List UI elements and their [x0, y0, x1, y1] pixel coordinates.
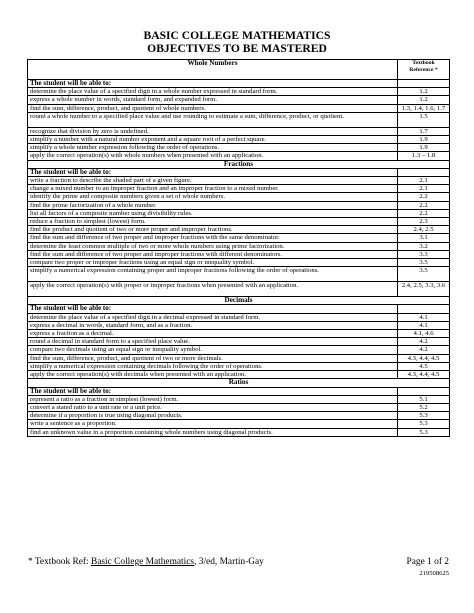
objective-text: express a fraction as a decimal.: [28, 330, 398, 338]
footer-edition: , 3/ed, Martin-Gay: [194, 557, 264, 567]
objective-row: [28, 193, 450, 201]
document-id: 219508625: [419, 570, 449, 577]
objective-reference: 2.1: [398, 177, 450, 185]
objective-reference: 4.1, 4.6: [398, 330, 450, 338]
objective-text: express a decimal in words, standard form, and as a fraction.: [28, 321, 398, 329]
objective-reference: 4.5: [398, 362, 450, 370]
objective-row: [28, 127, 450, 135]
objective-text: find the sum, difference, product, and quotient of whole numbers.: [28, 104, 398, 112]
objective-row: [28, 330, 450, 338]
section-lead-row: [28, 168, 450, 176]
objective-row: [28, 209, 450, 217]
section-title: Ratios: [28, 379, 450, 387]
objective-row: [28, 144, 450, 152]
objective-reference: 1.3, 1.4, 1.6, 1.7: [398, 104, 450, 112]
objective-text: determine the least common multiple of two or more whole numbers using prime factorization.: [28, 242, 398, 250]
objective-row: [28, 395, 450, 403]
objective-reference: 4.2: [398, 346, 450, 354]
objective-row: [28, 412, 450, 420]
objective-reference: 4.1: [398, 313, 450, 321]
objective-reference: 3.3: [398, 250, 450, 258]
section-lead-ref: [398, 80, 450, 88]
section-title-row: [28, 379, 450, 387]
objective-row: [28, 403, 450, 411]
objective-text: list all factors of a composite number using divisibility rules.: [28, 209, 398, 217]
table-header-row: [28, 60, 450, 80]
section-lead-text: The student will be able to:: [28, 80, 398, 88]
section-title: Fractions: [28, 160, 450, 168]
objective-row: [28, 354, 450, 362]
section-title: Decimals: [28, 297, 450, 305]
objective-text: write a fraction to describe the shaded part of a given figure.: [28, 177, 398, 185]
objective-reference: 5.1: [398, 395, 450, 403]
objective-reference: 5.3: [398, 428, 450, 436]
objective-row: [28, 321, 450, 329]
header-ref-line-2: Reference *: [409, 66, 438, 73]
objective-row: [28, 259, 450, 267]
objective-row: [28, 420, 450, 428]
objective-row: [28, 104, 450, 112]
objective-reference: 5.3: [398, 412, 450, 420]
objective-row: [28, 112, 450, 127]
objective-text: simplify a whole number expression following the order of operations.: [28, 144, 398, 152]
section-lead-row: [28, 80, 450, 88]
objective-text: find an unknown value in a proportion containing whole numbers using diagonal products.: [28, 428, 398, 436]
objective-reference: 2.4, 2.5: [398, 226, 450, 234]
objective-row: [28, 88, 450, 96]
objective-text: find the product and quotient of two or more proper and improper fractions.: [28, 226, 398, 234]
objective-row: [28, 282, 450, 297]
objective-reference: 2.4, 2.5, 3.3, 3.6: [398, 282, 450, 297]
objective-row: [28, 234, 450, 242]
document-title-line-2: OBJECTIVES TO BE MASTERED: [147, 42, 327, 55]
objective-text: recognize that division by zero is undefined.: [28, 127, 398, 135]
section-lead-text: The student will be able to:: [28, 387, 398, 395]
section-lead-ref: [398, 305, 450, 313]
objective-row: [28, 218, 450, 226]
objective-reference: 2.2: [398, 201, 450, 209]
section-lead-ref: [398, 168, 450, 176]
objective-text: determine if a proportion is true using diagonal products.: [28, 412, 398, 420]
objective-reference: 1.3 – 1.8: [398, 152, 450, 160]
objective-row: [28, 136, 450, 144]
objective-reference: 4.3, 4.4, 4.5: [398, 354, 450, 362]
header-ref-line-1: Textbook: [412, 60, 435, 66]
objective-row: [28, 346, 450, 354]
objective-text: round a decimal in standard form to a specified place value.: [28, 338, 398, 346]
document-title-line-1: BASIC COLLEGE MATHEMATICS: [143, 29, 331, 42]
objective-text: find the sum and difference of two proper and improper fractions with different denominators.: [28, 250, 398, 258]
objective-reference: 5.3: [398, 420, 450, 428]
section-lead-row: [28, 387, 450, 395]
objective-row: [28, 250, 450, 258]
objective-reference: 5.2: [398, 403, 450, 411]
objective-row: [28, 362, 450, 370]
objective-reference: 1.2: [398, 96, 450, 104]
page-number: Page 1 of 2: [406, 557, 449, 567]
objective-reference: 1.7: [398, 127, 450, 135]
objective-text: express a whole number in words, standard form, and expanded form.: [28, 96, 398, 104]
section-lead-text: The student will be able to:: [28, 168, 398, 176]
objective-reference: 1.5: [398, 112, 450, 127]
objective-text: determine the place value of a specified digit in a decimal expressed in standard form.: [28, 313, 398, 321]
section-lead-row: [28, 305, 450, 313]
objective-row: [28, 226, 450, 234]
objective-text: reduce a fraction to simplest (lowest) form.: [28, 218, 398, 226]
objective-reference: 3.5: [398, 267, 450, 282]
objective-row: [28, 177, 450, 185]
objective-text: compare two proper or improper fractions using an equal sign or inequality symbol.: [28, 259, 398, 267]
footer-textbook-citation: [28, 557, 264, 567]
objective-reference: 2.1: [398, 185, 450, 193]
objective-row: [28, 185, 450, 193]
objective-text: convert a stated ratio to a unit rate or a unit price.: [28, 403, 398, 411]
objective-text: change a mixed number to an improper fraction and an improper fraction to a mixed number.: [28, 185, 398, 193]
objective-reference: 1.2: [398, 88, 450, 96]
objective-text: represent a ratio as a fraction in simplest (lowest) form.: [28, 395, 398, 403]
objective-text: round a whole number to a specified place value and use rounding to estimate a sum, difference, product, or quotient.: [28, 112, 398, 127]
objective-reference: 2.2: [398, 193, 450, 201]
objective-text: apply the correct operation(s) with decimals when presented with an application.: [28, 371, 398, 379]
header-textbook-reference: [398, 60, 450, 80]
footer-book-title: Basic College Mathematics: [90, 557, 195, 567]
footer-prefix: * Textbook Ref:: [28, 557, 89, 567]
objective-text: find the sum and difference of two proper and improper fractions with the same denominator.: [28, 234, 398, 242]
objective-text: apply the correct operation(s) with whole numbers when presented with an application.: [28, 152, 398, 160]
objective-reference: 1.9: [398, 144, 450, 152]
objective-text: determine the place value of a specified digit in a whole number expressed in standard form.: [28, 88, 398, 96]
objective-reference: 2.3: [398, 218, 450, 226]
objective-text: compare two decimals using an equal sign or inequality symbol.: [28, 346, 398, 354]
objective-row: [28, 96, 450, 104]
objective-reference: 1.9: [398, 136, 450, 144]
objective-text: simplify a number with a natural number exponent and a square root of a perfect square.: [28, 136, 398, 144]
objective-row: [28, 242, 450, 250]
objective-row: [28, 267, 450, 282]
objective-reference: 3.5: [398, 259, 450, 267]
objective-text: find the prime factorization of a whole number.: [28, 201, 398, 209]
objective-text: simplify a numerical expression containing decimals following the order of operations.: [28, 362, 398, 370]
objectives-table-body: [28, 60, 450, 437]
objective-row: [28, 152, 450, 160]
objective-reference: 2.2: [398, 209, 450, 217]
objective-reference: 4.2: [398, 338, 450, 346]
objective-row: [28, 201, 450, 209]
header-topic: Whole Numbers: [28, 60, 398, 80]
objective-text: find the sum, difference, product, and quotient of two or more decimals.: [28, 354, 398, 362]
objective-text: identify the prime and composite numbers given a set of whole numbers.: [28, 193, 398, 201]
objective-text: apply the correct operation(s) with proper or improper fractions when presented with an application.: [28, 282, 398, 297]
objective-reference: 4.1: [398, 321, 450, 329]
objectives-table: [27, 59, 450, 437]
objective-text: write a sentence as a proportion.: [28, 420, 398, 428]
objective-row: [28, 338, 450, 346]
objective-reference: 4.3, 4.4, 4.5: [398, 371, 450, 379]
objective-row: [28, 313, 450, 321]
objective-reference: 3.2: [398, 242, 450, 250]
objective-reference: 3.1: [398, 234, 450, 242]
section-lead-ref: [398, 387, 450, 395]
section-lead-text: The student will be able to:: [28, 305, 398, 313]
objective-text: simplify a numerical expression containing proper and improper fractions following the order of operations.: [28, 267, 398, 282]
objective-row: [28, 428, 450, 436]
